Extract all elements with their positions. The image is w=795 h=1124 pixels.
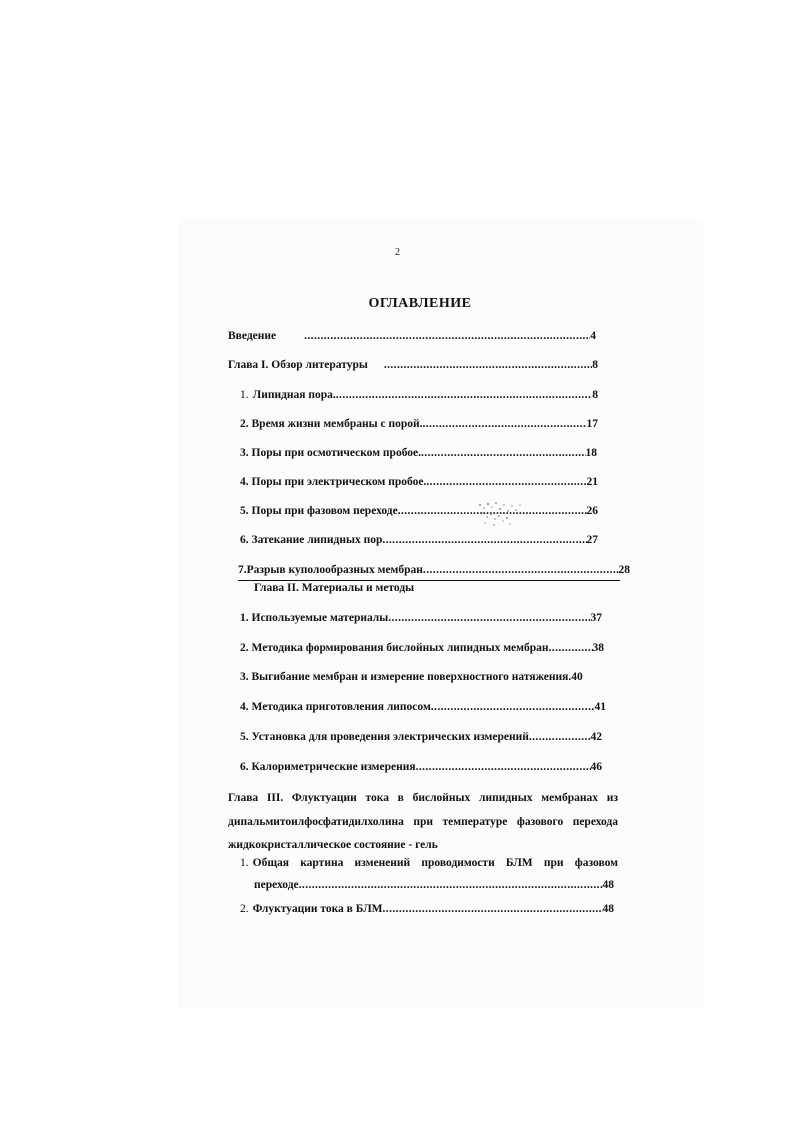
toc-entry-number: 1. (240, 857, 249, 869)
toc-entry-page: 27 (586, 534, 598, 546)
toc-entry-1-7[interactable] (238, 564, 630, 580)
toc-leader-dots (383, 903, 603, 915)
toc-entry-page: 21 (586, 476, 598, 488)
toc-entry-text: Введение (228, 330, 277, 342)
toc-entry-page: 4 (590, 330, 596, 342)
toc-entry-page: 8 (592, 389, 598, 401)
toc-entry-text: 2. Методика формирования бислойных липидных мембран (240, 642, 549, 654)
toc-entry-1-5[interactable] (240, 505, 598, 521)
toc-leader-dots (388, 612, 590, 624)
toc-entry-introduction[interactable] (228, 330, 596, 346)
toc-entry-chapter-2[interactable] (254, 582, 554, 598)
toc-entry-text: Общая картина изменений проводимости БЛМ при фазовом (252, 857, 618, 869)
toc-entry-3-1[interactable] (240, 852, 618, 874)
toc-entry-text: 5. Установка для проведения электрических измерений (240, 731, 529, 743)
toc-entry-1-6[interactable] (240, 534, 598, 550)
toc-leader-dots (422, 418, 586, 430)
toc-leader-dots (384, 359, 592, 371)
toc-leader-dots (299, 879, 603, 891)
toc-entry-page: 8 (592, 359, 598, 371)
toc-entry-chapter-1[interactable] (228, 359, 598, 375)
toc-leader-dots (416, 761, 591, 773)
toc-entry-3-2[interactable] (240, 903, 614, 919)
toc-entry-page: 46 (590, 761, 602, 773)
toc-entry-text: 4. Методика приготовления липосом (240, 701, 431, 713)
toc-entry-page: 41 (594, 701, 606, 713)
toc-entry-2-1[interactable] (240, 612, 602, 628)
toc-entry-1-1[interactable] (240, 389, 598, 405)
toc-entry-2-2[interactable] (240, 642, 604, 658)
toc-entry-page: 28 (618, 564, 630, 576)
toc-entry-page: 38 (592, 642, 604, 654)
toc-entry-page: 26 (586, 505, 598, 517)
toc-entry-2-5[interactable] (240, 731, 602, 747)
separator-rule (238, 580, 620, 581)
toc-leader-dots (423, 564, 619, 576)
toc-entry-page: 17 (586, 418, 598, 430)
toc-entry-1-2[interactable] (240, 418, 598, 434)
toc-entry-1-3[interactable] (240, 447, 597, 463)
chapter-3-title-line-3: жидкокристаллическое состояние - гель (228, 839, 438, 851)
toc-entry-1-4[interactable] (240, 476, 598, 492)
toc-entry-page: 37 (590, 612, 602, 624)
toc-entry-text: 6. Калориметрические измерения (240, 761, 416, 773)
toc-entry-number: 2. (240, 903, 249, 915)
toc-entry-text: 6. Затекание липидных пор (240, 534, 383, 546)
toc-entry-2-6[interactable] (240, 761, 602, 777)
toc-entry-page: 48 (602, 903, 614, 915)
toc-entry-text: 7.Разрыв куполообразных мембран (238, 564, 423, 576)
toc-entry-text: 3. Поры при осмотическом пробое. (240, 447, 422, 459)
toc-entry-text: 3. Выгибание мембран и измерение поверхностного натяжения. (240, 671, 572, 683)
toc-entry-text: Флуктуации тока в БЛМ (252, 903, 383, 915)
toc-entry-text: Глава I. Обзор литературы (228, 359, 368, 371)
toc-entry-page: 40 (571, 671, 583, 683)
toc-entry-text: 2. Время жизни мембраны с порой. (240, 418, 423, 430)
toc-entry-text: 5. Поры при фазовом переходе (240, 505, 398, 517)
toc-entry-page: 18 (585, 447, 597, 459)
page-number: 2 (395, 247, 400, 258)
toc-entry-page: 42 (590, 731, 602, 743)
chapter-3-title-line-1: Глава III. Флуктуации тока в бислойных липидных мембранах из (228, 792, 618, 804)
toc-leader-dots (549, 642, 593, 654)
toc-leader-dots (431, 701, 595, 713)
toc-title: ОГЛАВЛЕНИЕ (368, 296, 472, 311)
toc-entry-2-4[interactable] (240, 701, 606, 717)
toc-entry-number: 1. (240, 389, 249, 401)
toc-entry-chapter-3[interactable] (228, 787, 618, 858)
toc-leader-dots (304, 330, 590, 342)
toc-leader-dots (382, 534, 586, 546)
toc-entry-text: 1. Используемые материалы (240, 612, 389, 624)
toc-entry-text: переходе (254, 879, 299, 891)
toc-entry-text: 4. Поры при электрическом пробое. (240, 476, 427, 488)
chapter-3-title-line-2: дипальмитоилфосфатидилхолина при температуре фазового перехода (228, 815, 618, 828)
toc-entry-3-1-continuation[interactable] (254, 879, 614, 895)
toc-entry-text: Глава II. Материалы и методы (254, 582, 415, 594)
stamp-smudge-mark (470, 499, 532, 529)
toc-leader-dots (529, 731, 591, 743)
toc-entry-2-3[interactable] (240, 671, 606, 687)
toc-leader-dots (426, 476, 586, 488)
toc-leader-dots (421, 447, 585, 459)
toc-entry-page: 48 (602, 879, 614, 891)
toc-leader-dots (336, 389, 592, 401)
toc-entry-text: Липидная пора. (252, 389, 336, 401)
